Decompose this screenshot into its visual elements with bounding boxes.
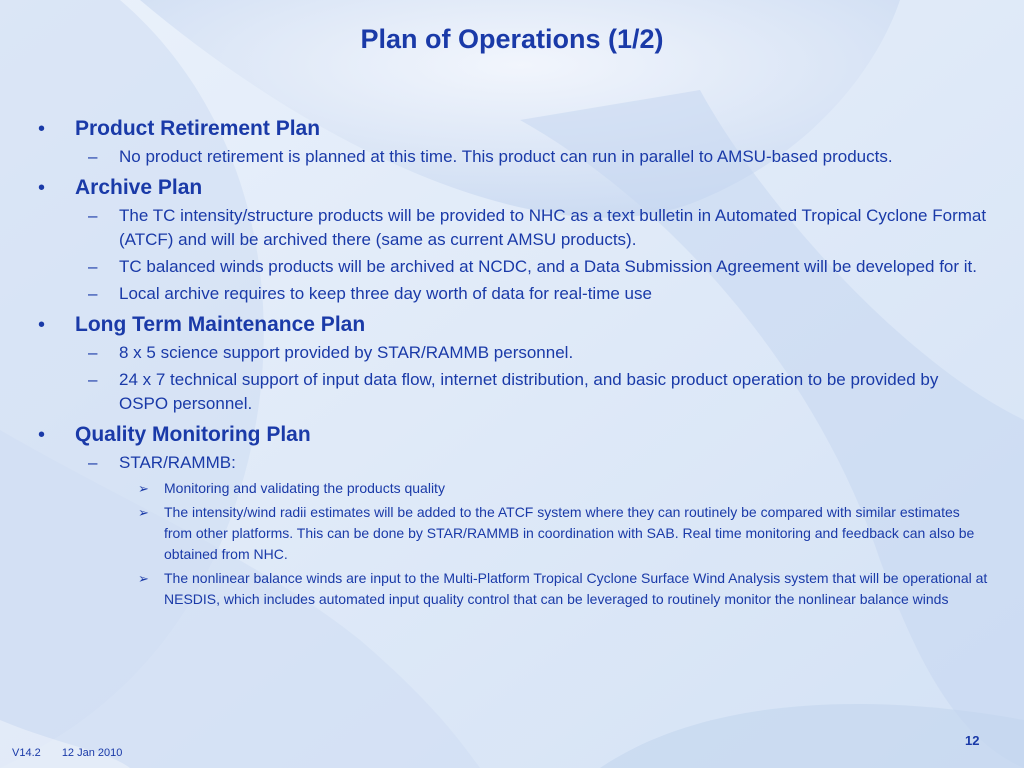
section-heading: Archive Plan: [75, 176, 203, 199]
dash-icon: –: [88, 147, 98, 166]
bullet-icon: •: [38, 314, 46, 336]
dash-icon: –: [88, 453, 98, 472]
slide-content: [38, 110, 988, 610]
version-label: V14.2: [12, 747, 41, 759]
dash-icon: –: [88, 206, 98, 225]
list-item: [38, 282, 988, 306]
slide-title: Plan of Operations (1/2): [360, 24, 664, 54]
sub-list-item: [38, 502, 988, 565]
list-item: [38, 341, 988, 365]
bullet-icon: •: [38, 177, 46, 199]
bullet-icon: •: [38, 118, 46, 140]
list-item: [38, 255, 988, 279]
arrow-bullet-icon: ➢: [138, 481, 149, 496]
section-maintenance: [38, 312, 988, 338]
date-label: 12 Jan 2010: [61, 747, 123, 759]
list-item-text: TC balanced winds products will be archived at NCDC, and a Data Submission Agreement will be developed for it.: [119, 257, 977, 276]
list-item: [38, 204, 988, 252]
list-item-text: The TC intensity/structure products will be provided to NHC as a text bulletin in Automated Tropical Cyclone Format (ATCF) and will be archived there (same as current AMSU products).: [119, 206, 987, 249]
section-heading: Long Term Maintenance Plan: [75, 313, 366, 336]
list-item: [38, 368, 988, 416]
sub-list-item-text: Monitoring and validating the products quality: [164, 480, 445, 496]
sub-list-item-text: The nonlinear balance winds are input to the Multi-Platform Tropical Cyclone Surface Wind Analysis system that will be operational at NESDIS, which includes automated input quality control that can be leveraged to routinely monitor the nonlinear balance winds: [164, 570, 988, 607]
dash-icon: –: [88, 257, 98, 276]
sub-list-item-text: The intensity/wind radii estimates will be added to the ATCF system where they can routinely be compared with similar estimates from other platforms. This can be done by STAR/RAMMB in coordination with SAB. Real time monitoring and feedback can also be obtained from NHC.: [164, 504, 975, 562]
dash-icon: –: [88, 284, 98, 303]
list-item-text: Local archive requires to keep three day worth of data for real-time use: [119, 284, 652, 303]
section-heading: Quality Monitoring Plan: [75, 423, 311, 446]
section-archive: [38, 175, 988, 201]
section-product-retirement: [38, 116, 988, 142]
section-quality-monitoring: [38, 422, 988, 448]
sub-list-item: [38, 478, 988, 499]
list-item: [38, 451, 988, 475]
dash-icon: –: [88, 370, 98, 389]
section-heading: Product Retirement Plan: [75, 117, 321, 140]
list-item-text: 8 x 5 science support provided by STAR/RAMMB personnel.: [119, 343, 574, 362]
list-item-text: 24 x 7 technical support of input data flow, internet distribution, and basic product operation to be provided by OSPO personnel.: [119, 370, 939, 413]
footer-info: [12, 747, 122, 759]
list-item-text: STAR/RAMMB:: [119, 453, 236, 472]
list-item: [38, 145, 988, 169]
list-item-text: No product retirement is planned at this time. This product can run in parallel to AMSU-based products.: [119, 147, 893, 166]
dash-icon: –: [88, 343, 98, 362]
arrow-bullet-icon: ➢: [138, 505, 149, 520]
bullet-icon: •: [38, 424, 46, 446]
arrow-bullet-icon: ➢: [138, 571, 149, 586]
sub-list-item: [38, 568, 988, 610]
page-number: 12: [965, 733, 980, 748]
